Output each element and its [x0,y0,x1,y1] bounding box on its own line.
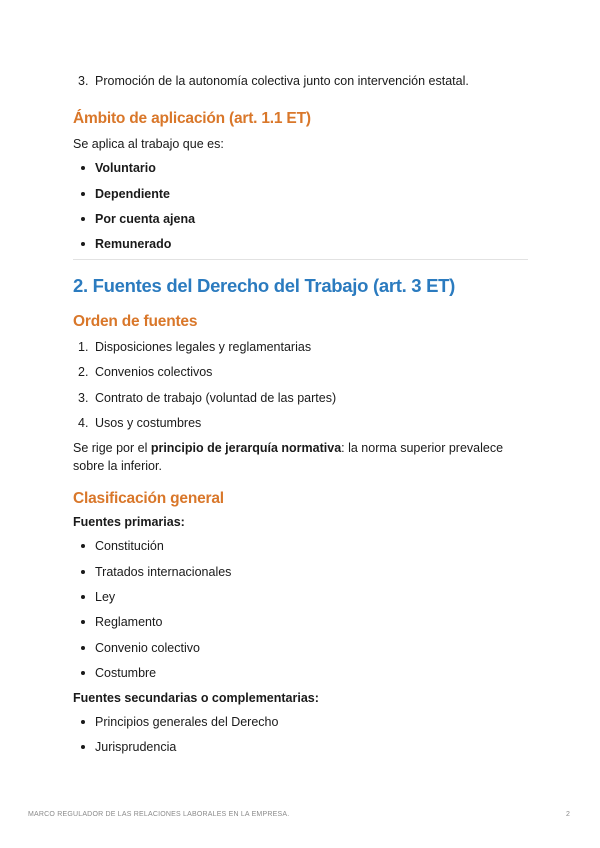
bullet-icon [81,570,85,574]
section-heading: 2. Fuentes del Derecho del Trabajo (art. 3 ET) [73,275,455,297]
list-item: Convenio colectivo [73,639,528,657]
bullet-icon [81,620,85,624]
list-item: Reglamento [73,613,528,631]
orden-heading: Orden de fuentes [73,313,198,331]
list-item: Dependiente [73,185,528,203]
bullet-icon [81,242,85,246]
list-item: 4. Usos y costumbres [78,416,202,431]
list-item: 2. Convenios colectivos [78,365,213,380]
list-item [73,72,528,90]
bullet-icon [81,192,85,196]
list-item: Tratados internacionales [73,563,528,581]
page-content [73,72,528,764]
jerarquia-note-line2: sobre la inferior. [73,459,162,474]
bullet-icon [81,745,85,749]
bullet-icon [81,720,85,724]
list-item: 1. Disposiciones legales y reglamentarias [78,340,312,355]
list-item: Ley [73,588,528,606]
list-item: 3. Contrato de trabajo (voluntad de las partes) [78,390,337,405]
bullet-icon [81,671,85,675]
bullet-icon [81,646,85,650]
bullet-icon [81,166,85,170]
list-item: Remunerado [73,235,528,253]
page-number: 2 [566,811,570,818]
list-item: Constitución [73,537,528,555]
secundarias-label: Fuentes secundarias o complementarias: [73,691,319,706]
list-item: Costumbre [73,664,528,682]
list-number: 3. [78,74,89,88]
ambito-heading: Ámbito de aplicación (art. 1.1 ET) [73,110,311,128]
footer-title: MARCO REGULADOR DE LAS RELACIONES LABORALES EN LA EMPRESA. [28,811,290,818]
list-item: Por cuenta ajena [73,210,528,228]
ambito-intro: Se aplica al trabajo que es: [73,137,224,152]
list-item-text: Promoción de la autonomía colectiva junto con intervención estatal. [95,74,469,88]
list-item: Jurisprudencia [73,738,528,756]
clasificacion-heading: Clasificación general [73,490,224,508]
bullet-icon [81,595,85,599]
jerarquia-note: Se rige por el principio de jerarquía normativa: la norma superior prevalece [73,441,504,456]
primarias-label: Fuentes primarias: [73,515,185,530]
bullet-icon [81,217,85,221]
list-item: Voluntario [73,159,528,177]
list-item: Principios generales del Derecho [73,713,528,731]
bullet-icon [81,544,85,548]
